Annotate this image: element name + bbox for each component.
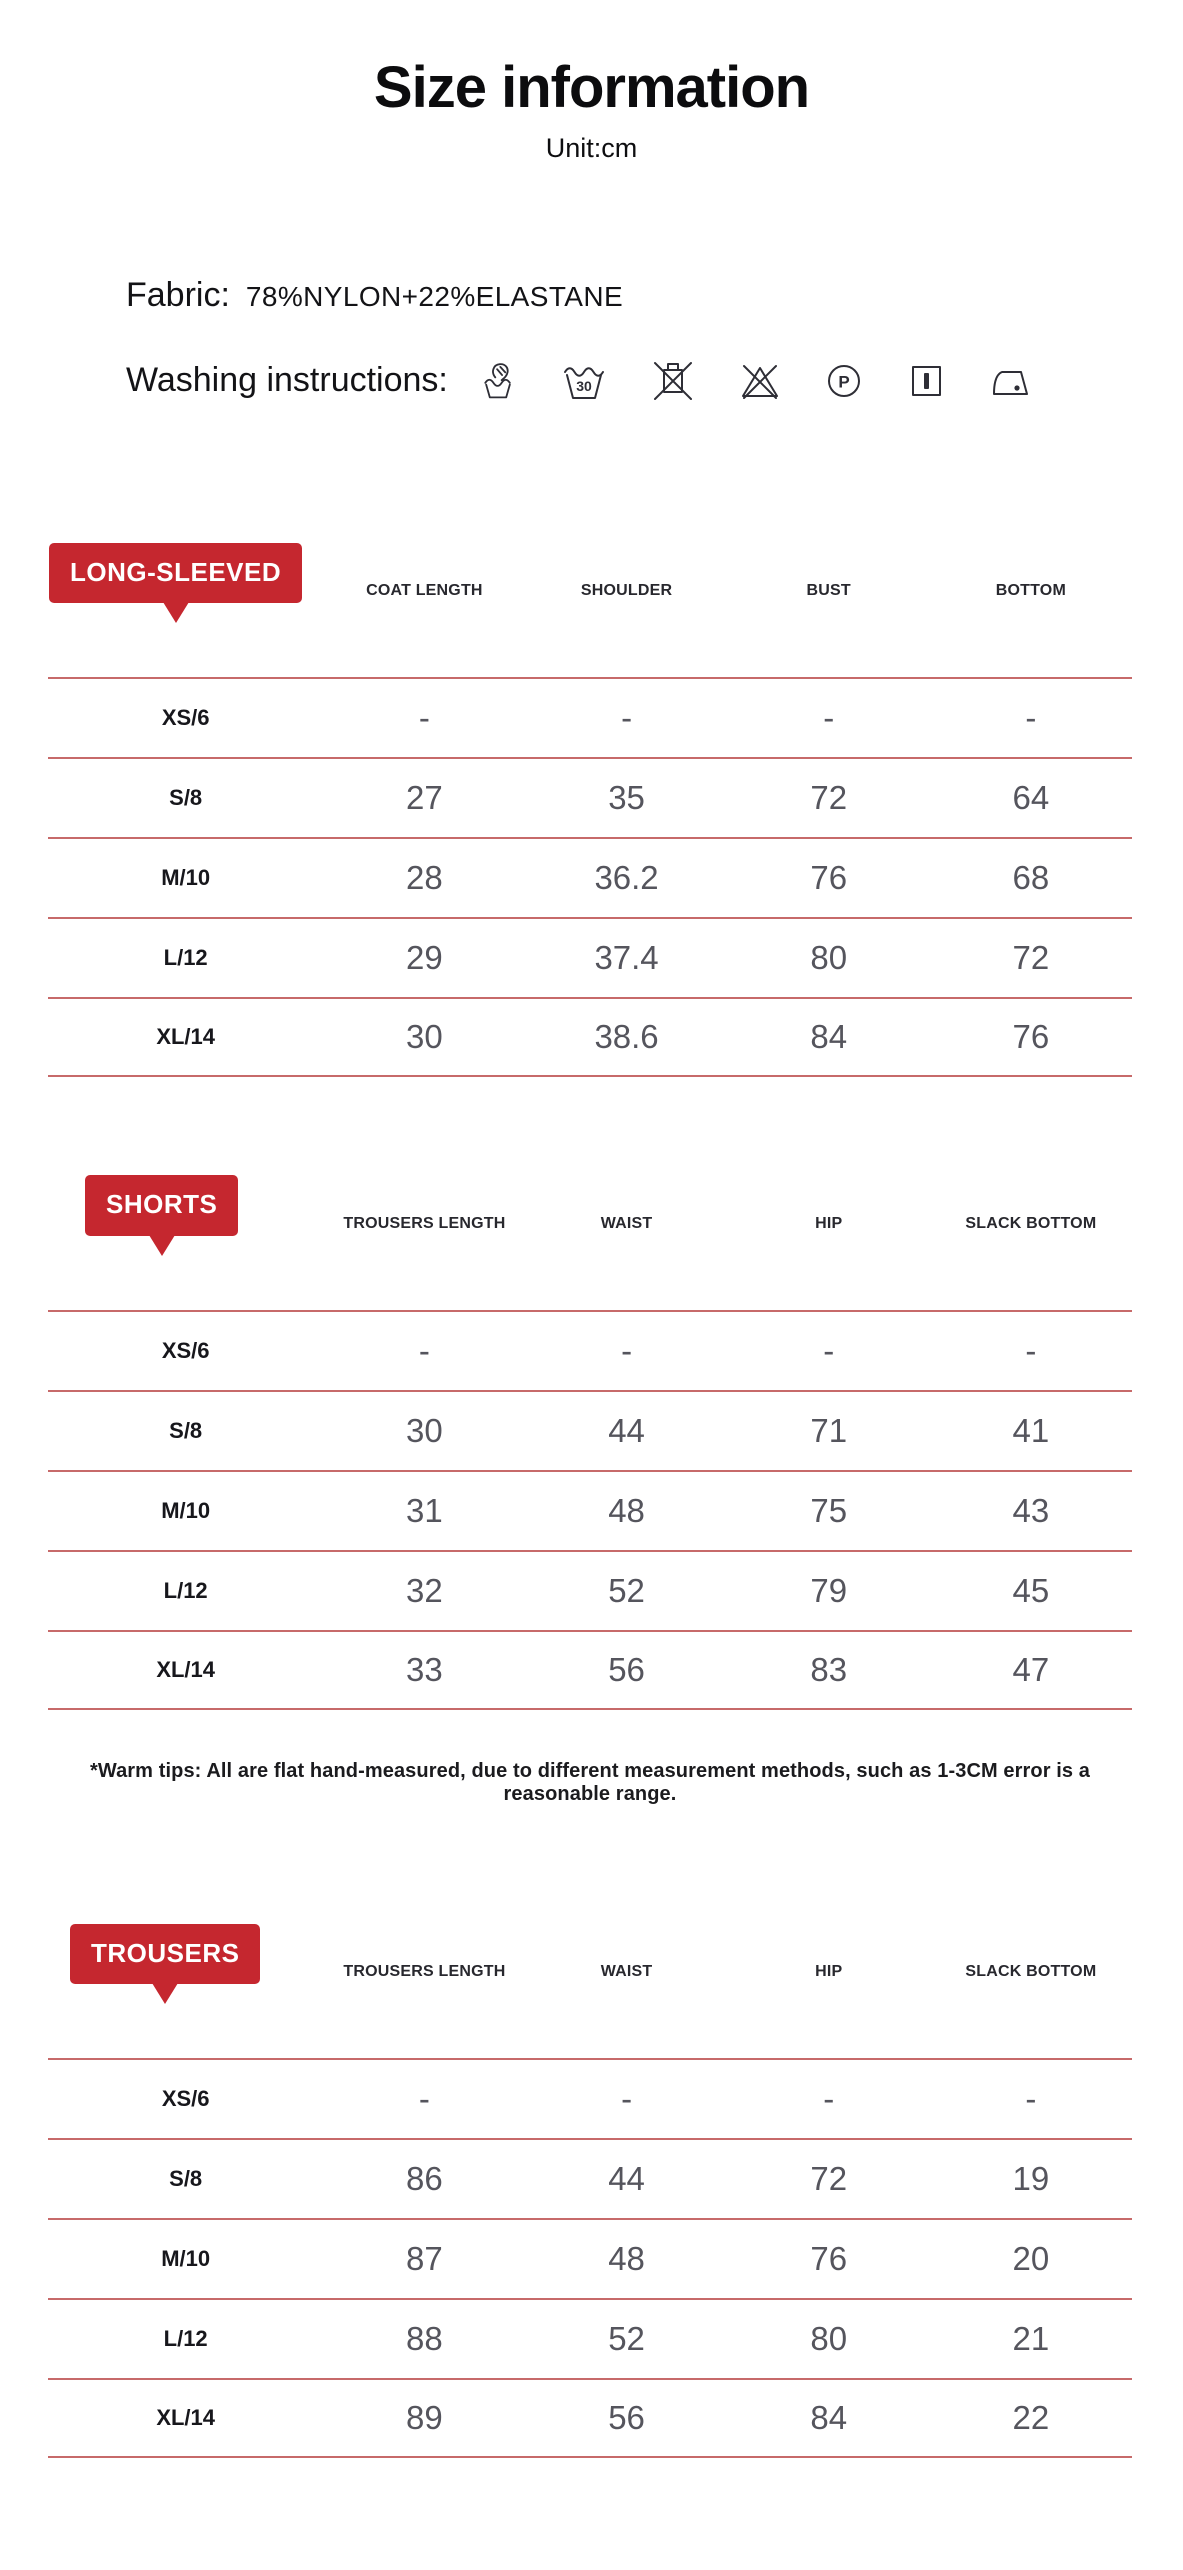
column-header: HIP xyxy=(815,1214,843,1232)
measurement-value: - xyxy=(418,1331,430,1369)
measurement-value: 64 xyxy=(1012,779,1050,817)
measurement-value: 76 xyxy=(810,2239,848,2277)
size-label: XS/6 xyxy=(161,2085,210,2111)
category-badge-label: LONG-SLEEVED xyxy=(49,543,302,603)
size-label: M/10 xyxy=(161,1497,211,1523)
measurement-value: - xyxy=(1025,699,1037,737)
measurement-value: - xyxy=(823,2079,835,2117)
measurement-value: - xyxy=(1025,1331,1037,1369)
table-row xyxy=(48,1310,1132,1390)
measurement-value: 20 xyxy=(1012,2239,1050,2277)
table-header-row xyxy=(48,1924,1132,1984)
size-label: S/8 xyxy=(169,785,203,811)
measurement-value: 33 xyxy=(406,1650,443,1688)
badge-pointer-icon xyxy=(149,1235,175,1256)
measurement-value: 38.6 xyxy=(594,1018,659,1056)
washing-instructions-row xyxy=(126,359,1183,403)
measurement-value: 30 xyxy=(406,1018,443,1056)
table-row xyxy=(48,677,1132,757)
table-row xyxy=(48,1390,1132,1470)
column-header: TROUSERS LENGTH xyxy=(343,1214,506,1232)
iron-low-heat-icon xyxy=(988,359,1034,403)
measurement-value: - xyxy=(418,2079,430,2117)
table-header-row xyxy=(48,1175,1132,1235)
measurement-value: 76 xyxy=(1012,1018,1050,1056)
measurement-value: 80 xyxy=(810,2319,848,2357)
unit-label: Unit:cm xyxy=(545,132,638,163)
size-label: L/12 xyxy=(163,2325,208,2351)
table-body xyxy=(48,677,1132,1077)
table-row xyxy=(48,837,1132,917)
table-row xyxy=(48,1630,1132,1710)
measurement-value: - xyxy=(823,1331,835,1369)
table-body xyxy=(48,2058,1132,2458)
measurement-value: 89 xyxy=(406,2398,443,2436)
size-label: L/12 xyxy=(163,1577,208,1603)
measurement-value: 28 xyxy=(406,859,443,897)
table-row xyxy=(48,2218,1132,2298)
measurement-value: 72 xyxy=(810,779,848,817)
measurement-value: 32 xyxy=(406,1571,443,1609)
category-badge-label: SHORTS xyxy=(85,1175,238,1235)
size-table-shorts xyxy=(48,1175,1132,1709)
column-header: WAIST xyxy=(600,1214,653,1232)
measurement-value: 52 xyxy=(608,2319,645,2357)
measurement-value: 44 xyxy=(608,1411,645,1449)
category-badge xyxy=(85,1175,238,1235)
table-row xyxy=(48,757,1132,837)
measurement-value: 19 xyxy=(1012,2159,1050,2197)
washing-instructions-label: Washing instructions: xyxy=(126,361,448,400)
measurement-value: 76 xyxy=(810,859,848,897)
measurement-value: 56 xyxy=(608,2398,645,2436)
table-row xyxy=(48,917,1132,997)
measurement-value: 45 xyxy=(1012,1571,1050,1609)
size-label: M/10 xyxy=(161,865,211,891)
measurement-value: 83 xyxy=(810,1650,848,1688)
size-label: S/8 xyxy=(169,1417,203,1443)
size-table-trousers xyxy=(48,1924,1132,2458)
fabric-label: Fabric: xyxy=(126,275,230,314)
measurement-value: - xyxy=(621,699,633,737)
category-badge xyxy=(70,1924,260,1984)
size-label: XL/14 xyxy=(156,1024,216,1050)
table-row xyxy=(48,2138,1132,2218)
table-row xyxy=(48,1550,1132,1630)
table-row xyxy=(48,2298,1132,2378)
page-title: Size information xyxy=(373,55,810,120)
hand-wash-icon xyxy=(478,359,518,403)
svg-text:P: P xyxy=(838,372,850,392)
measurement-value: - xyxy=(823,699,835,737)
category-badge-label: TROUSERS xyxy=(70,1924,260,1984)
measurement-value: 80 xyxy=(810,939,848,977)
table-row xyxy=(48,2058,1132,2138)
table-row xyxy=(48,997,1132,1077)
measurement-value: - xyxy=(621,1331,633,1369)
measurement-value: - xyxy=(418,699,430,737)
measurement-value: 79 xyxy=(810,1571,848,1609)
measurement-value: 21 xyxy=(1012,2319,1050,2357)
size-table-long-sleeved xyxy=(48,543,1132,1077)
measurement-value: 71 xyxy=(810,1411,848,1449)
measurement-value: 88 xyxy=(406,2319,443,2357)
size-label: XS/6 xyxy=(161,705,210,731)
column-header: SLACK BOTTOM xyxy=(965,1214,1097,1232)
measurement-value: 56 xyxy=(608,1650,645,1688)
measurement-value: 48 xyxy=(608,1491,645,1529)
measurement-value: 43 xyxy=(1012,1491,1050,1529)
measurement-value: 52 xyxy=(608,1571,645,1609)
column-header: TROUSERS LENGTH xyxy=(343,1962,506,1980)
measurement-value: 75 xyxy=(810,1491,848,1529)
measurement-value: 29 xyxy=(406,939,443,977)
measurement-value: 72 xyxy=(810,2159,848,2197)
column-header: WAIST xyxy=(600,1962,653,1980)
size-label: M/10 xyxy=(161,2245,211,2271)
measurement-value: 47 xyxy=(1012,1650,1050,1688)
table-header-row xyxy=(48,543,1132,603)
badge-pointer-icon xyxy=(152,1983,178,2004)
measurement-value: 44 xyxy=(608,2159,645,2197)
dry-clean-p-icon xyxy=(824,359,864,403)
badge-pointer-icon xyxy=(163,602,189,623)
size-label: XS/6 xyxy=(161,1337,210,1363)
measurement-value: 37.4 xyxy=(594,939,659,977)
measurement-value: 27 xyxy=(406,779,443,817)
measurement-value: 35 xyxy=(608,779,645,817)
drip-dry-icon xyxy=(906,359,946,403)
category-badge xyxy=(49,543,302,603)
size-label: XL/14 xyxy=(156,2404,216,2430)
measurement-value: 87 xyxy=(406,2239,443,2277)
measurement-value: 36.2 xyxy=(594,859,659,897)
measurement-value: 68 xyxy=(1012,859,1050,897)
table-row xyxy=(48,1470,1132,1550)
washing-icons xyxy=(478,359,1034,403)
column-header: SHOULDER xyxy=(580,582,673,600)
do-not-chlorine-bleach-icon xyxy=(650,359,696,403)
measurement-value: - xyxy=(1025,2079,1037,2117)
warm-tips-note: *Warm tips: All are flat hand-measured, due to different measurement methods, such as 1-3CM error is a reasonable range. xyxy=(89,1759,1091,1805)
fabric-row xyxy=(126,276,1183,315)
column-header: SLACK BOTTOM xyxy=(965,1962,1097,1980)
table-row xyxy=(48,2378,1132,2458)
column-header: HIP xyxy=(815,1962,843,1980)
fabric-value: 78%NYLON+22%ELASTANE xyxy=(245,280,624,312)
measurement-value: 86 xyxy=(406,2159,443,2197)
machine-wash-30-icon xyxy=(560,359,608,403)
measurement-value: 30 xyxy=(406,1411,443,1449)
measurement-value: 84 xyxy=(810,1018,848,1056)
column-header: BUST xyxy=(806,582,851,600)
svg-text:30: 30 xyxy=(576,377,592,394)
table-body xyxy=(48,1310,1132,1710)
measurement-value: 41 xyxy=(1012,1411,1050,1449)
size-label: S/8 xyxy=(169,2165,203,2191)
measurement-value: - xyxy=(621,2079,633,2117)
size-label: XL/14 xyxy=(156,1656,216,1682)
measurement-value: 22 xyxy=(1012,2398,1050,2436)
do-not-bleach-icon xyxy=(738,359,782,403)
column-header: COAT LENGTH xyxy=(366,582,483,600)
measurement-value: 84 xyxy=(810,2398,848,2436)
column-header: BOTTOM xyxy=(995,582,1066,600)
size-label: L/12 xyxy=(163,945,208,971)
measurement-value: 72 xyxy=(1012,939,1050,977)
measurement-value: 31 xyxy=(406,1491,443,1529)
measurement-value: 48 xyxy=(608,2239,645,2277)
